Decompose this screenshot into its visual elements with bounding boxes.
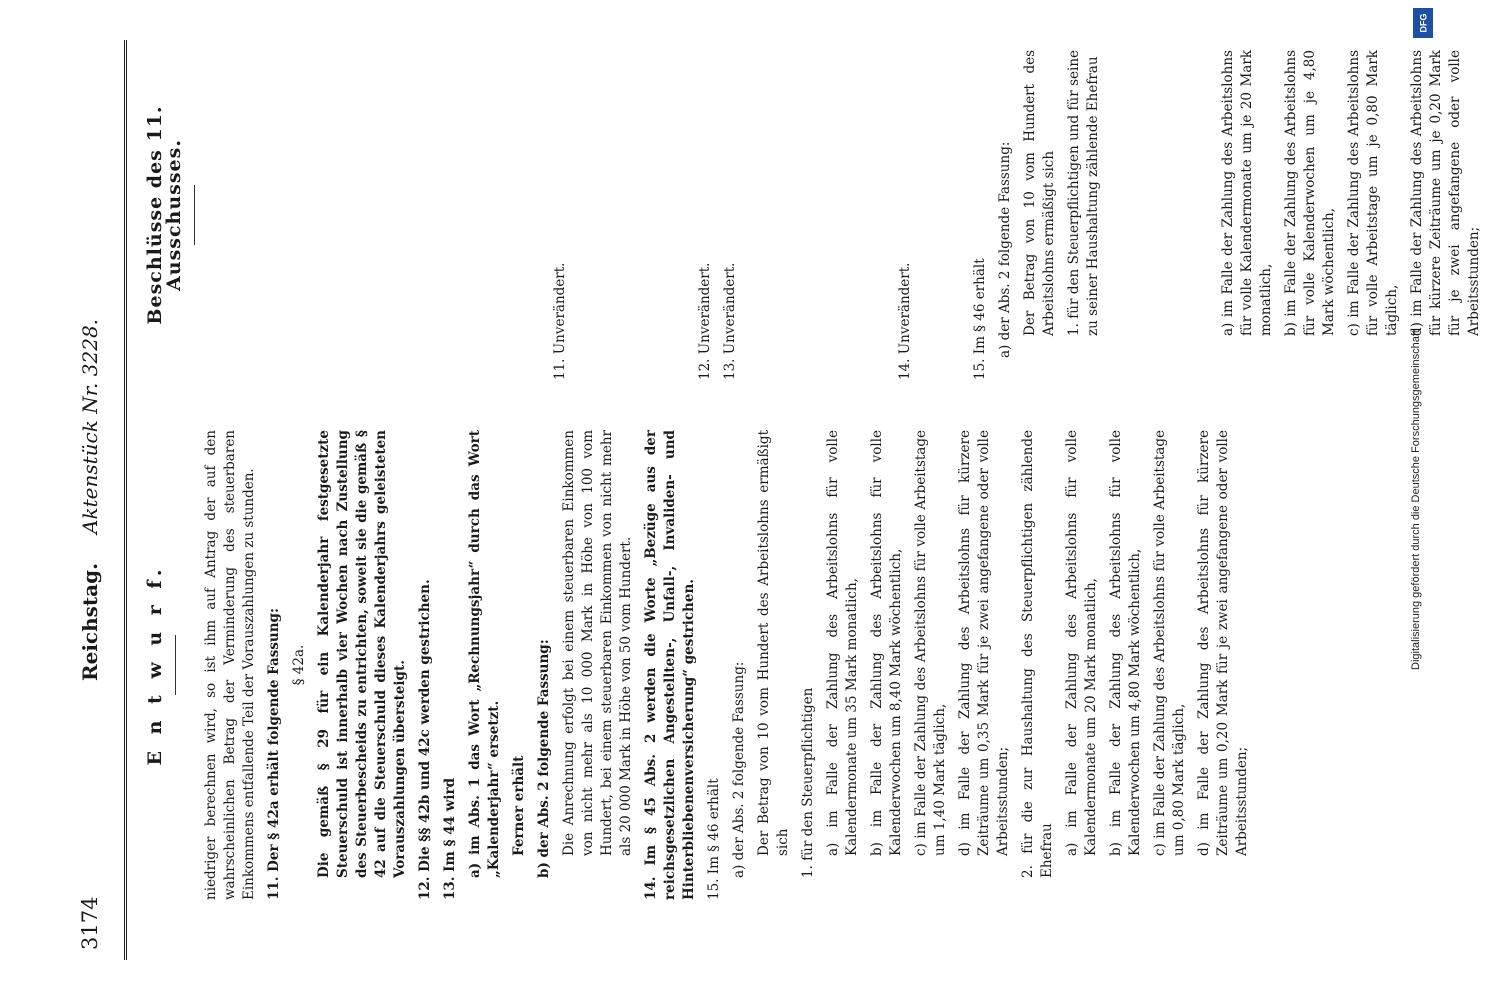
paragraph: b) im Falle der Zahlung des Arbeitslohns für volle Kalenderwochen um je 4,80 Mark wöchentlich, — [1283, 50, 1337, 336]
spacer — [221, 50, 551, 380]
paragraph: c) im Falle der Zahlung des Arbeitslohns für volle Arbeitstage um 1,40 Mark täglich, — [913, 430, 948, 856]
paragraph: 12. Unverändert. — [697, 262, 713, 380]
paragraph: d) im Falle der Zahlung des Arbeitslohns für kürzere Zeiträume um je 0,20 Mark für je zwei angefangene oder volle Arbeitsstunden; — [1409, 50, 1482, 336]
page-header — [70, 30, 120, 970]
paragraph: c) im Falle der Zahlung des Arbeitslohns für volle Arbeitstage um je 0,80 Mark täglich, — [1346, 50, 1400, 336]
paragraph: d) im Falle der Zahlung des Arbeitslohns für kürzere Zeiträume um 0,20 Mark für je zwei angefangene oder volle Arbeitsstunden; — [1196, 430, 1250, 856]
paragraph: d) im Falle der Zahlung des Arbeitslohns für kürzere Zeiträume um 0,35 Mark für je zwei angefangene oder volle Arbeitsstunden; — [957, 430, 1011, 856]
paragraph: 14. Unverändert. — [897, 262, 913, 380]
paragraph: Der Betrag von 10 vom Hundert des Arbeitslohns ermäßigt sich — [1022, 50, 1057, 336]
paragraph: a) der Abs. 2 folgende Fassung: — [731, 661, 747, 878]
column-heading-resolutions: Beschlüsse des 11. Ausschusses. — [144, 105, 185, 325]
paragraph: a) der Abs. 2 folgende Fassung: — [997, 141, 1013, 358]
spacer — [576, 50, 696, 380]
paragraph: Ferner erhält — [511, 755, 527, 856]
paragraph: Die Anrechnung erfolgt bei einem steuerbaren Einkommen von nicht mehr als 10 000 Mark in Höhe von 100 vom Hundert, bei einem steuerbaren Einkommen von nicht mehr als 20 000 Mark in Höhe von 50 vom Hundert. — [561, 430, 634, 856]
spacer — [1109, 50, 1219, 380]
funding-note — [1404, 10, 1428, 990]
spacer — [921, 50, 971, 380]
heading-rule — [175, 635, 176, 695]
running-title-document: Aktenstück Nr. 3228. — [78, 318, 102, 534]
paragraph: 1. für den Steuerpflichtigen — [800, 687, 816, 878]
paragraph: Die gemäß § 29 für ein Kalenderjahr festgesetzte Steuerschuld ist innerhalb vier Wochen nach Zustellung des Steuerbescheids zu entrichten, soweit sie die gemäß § 42 auf die Steuerschuld dieses Kalenderjahrs geleisteten Vorauszahlungen übersteigt. — [316, 430, 408, 878]
paragraph-section: § 42a. — [291, 644, 307, 686]
heading-rule — [194, 185, 195, 245]
paragraph: a) im Falle der Zahlung des Arbeitslohns für volle Kalendermonate um 20 Mark monatlich, — [1064, 430, 1099, 856]
paragraph: Der Betrag von 10 vom Hundert des Arbeitslohns ermäßigt sich — [756, 430, 791, 856]
column-heading-draft: E n t w u r f. — [144, 564, 166, 766]
paragraph: b) im Falle der Zahlung des Arbeitslohns für volle Kalenderwochen um 8,40 Mark wöchentlich, — [869, 430, 904, 856]
paragraph: a) im Abs. 1 das Wort „Rechnungsjahr“ durch das Wort „Kalenderjahr“ ersetzt. — [467, 430, 502, 878]
running-title — [78, 30, 102, 970]
paragraph: 2. für die zur Haushaltung des Steuerpflichtigen zählende Ehefrau — [1020, 430, 1055, 878]
dfg-logo-text: DFG — [1418, 13, 1428, 33]
paragraph: b) im Falle der Zahlung des Arbeitslohns für volle Kalenderwochen um 4,80 Mark wöchentlich, — [1108, 430, 1143, 856]
column-draft — [140, 430, 1258, 900]
paragraph: 15. Im § 46 erhält — [972, 258, 988, 380]
paragraph: 13. Im § 44 wird — [442, 777, 458, 900]
paragraph: c) im Falle der Zahlung des Arbeitslohns für volle Arbeitstage um 0,80 Mark täglich, — [1152, 430, 1187, 856]
column-resolutions — [140, 50, 1490, 380]
paragraph: 14. Im § 45 Abs. 2 werden die Worte „Bezüge aus der reichsgesetzlichen Angestellten-, Unfall-, Invaliden- und Hinterbliebenenversicherung“ gestrichen. — [643, 430, 697, 900]
paragraph: 12. Die §§ 42b und 42c werden gestrichen. — [417, 579, 433, 900]
paragraph: a) im Falle der Zahlung des Arbeitslohns für volle Kalendermonate um je 20 Mark monatlich, — [1220, 50, 1274, 336]
header-rule — [124, 40, 127, 960]
paragraph: 11. Unverändert. — [552, 262, 568, 380]
dfg-logo-icon — [1413, 8, 1433, 38]
paragraph: niedriger berechnen wird, so ist ihm auf Antrag der auf den wahrscheinlichen Betrag der Verminderung des steuerbaren Einkommens entfallende Teil der Vorauszahlungen zu stunden. — [203, 430, 257, 900]
paragraph: 1. für den Steuerpflichtigen und für seine zu seiner Haushaltung zählende Ehefrau — [1066, 50, 1101, 336]
paragraph: 13. Unverändert. — [722, 262, 738, 380]
spacer — [746, 50, 896, 380]
paragraph: 11. Der § 42a erhält folgende Fassung: — [266, 608, 282, 900]
paragraph: 15. Im § 46 erhält — [706, 778, 722, 900]
page-number: 3174 — [78, 896, 102, 950]
paragraph: a) im Falle der Zahlung des Arbeitslohns für volle Kalendermonate um 35 Mark monatlich, — [825, 430, 860, 856]
paragraph: b) der Abs. 2 folgende Fassung: — [536, 639, 552, 878]
funding-note-text: Digitalisierung gefördert durch die Deutsche Forschungsgemeinschaft — [1410, 330, 1422, 670]
running-title-reichstag: Reichstag. — [78, 562, 102, 682]
